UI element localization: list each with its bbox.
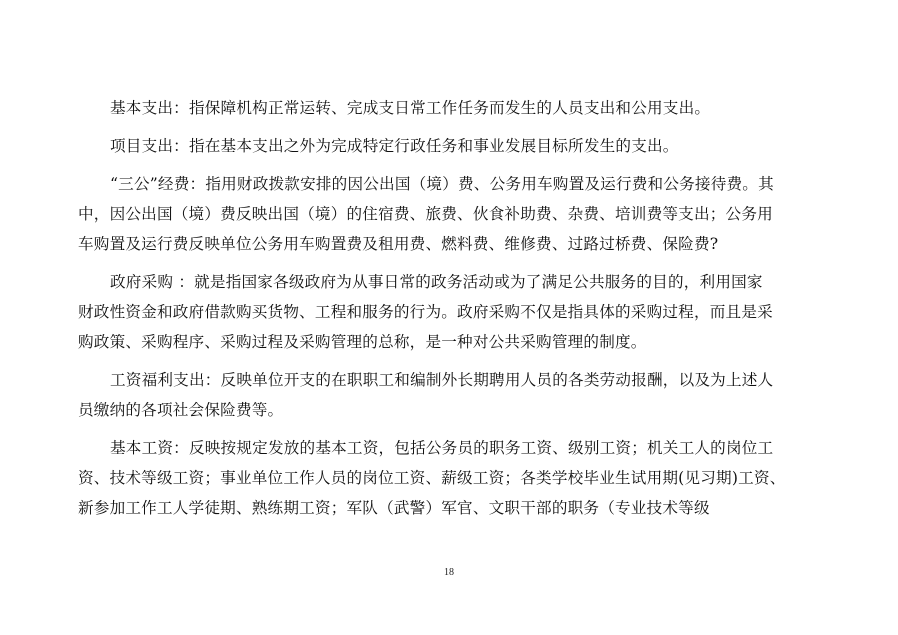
text-line: 购政策、采购程序、采购过程及采购管理的总称，是一种对公共采购管理的制度。: [78, 333, 647, 351]
paragraph-project-expenditure: [110, 131, 800, 161]
text-line: 项目支出：指在基本支出之外为完成特定行政任务和事业发展目标所发生的支出。: [110, 137, 679, 155]
page-number: 18: [444, 567, 454, 578]
paragraph-three-public-expenses: [78, 169, 800, 259]
text-line: 资、技术等级工资；事业单位工作人员的岗位工资、薪级工资；各类学校毕业生试用期(见习期)工资、: [78, 469, 786, 487]
document-body: [78, 93, 800, 531]
paragraph-basic-expenditure: [110, 93, 800, 123]
text-line: 基本工资：反映按规定发放的基本工资，包括公务员的职务工资、级别工资；机关工人的岗位工: [110, 439, 774, 457]
paragraph-government-procurement: [78, 267, 800, 357]
paragraph-basic-wages: [78, 433, 800, 523]
text-line: 政府采购 ：就是指国家各级政府为从事日常的政务活动或为了满足公共服务的目的，利用国家: [110, 273, 763, 291]
text-line: 财政性资金和政府借款购买货物、工程和服务的行为。政府采购不仅是指具体的采购过程，而且是采: [78, 303, 773, 321]
paragraph-wages-welfare: [78, 365, 800, 425]
text-line: 中，因公出国（境）费反映出国（境）的住宿费、旅费、伙食补助费、杂费、培训费等支出；公务用: [78, 205, 773, 223]
text-line: 工资福利支出：反映单位开支的在职职工和编制外长期聘用人员的各类劳动报酬，以及为上述人: [110, 371, 774, 389]
text-line: 新参加工作工人学徒期、熟练期工资；军队（武警）军官、文职干部的职务（专业技术等级: [78, 499, 710, 517]
text-line: “三公”经费：指用财政拨款安排的因公出国（境）费、公务用车购置及运行费和公务接待费。其: [110, 175, 774, 193]
text-line: 车购置及运行费反映单位公务用车购置费及租用费、燃料费、维修费、过路过桥费、保险费?: [78, 235, 719, 253]
text-line: 基本支出：指保障机构正常运转、完成支日常工作任务而发生的人员支出和公用支出。: [110, 99, 711, 117]
text-line: 员缴纳的各项社会保险费等。: [78, 401, 284, 419]
